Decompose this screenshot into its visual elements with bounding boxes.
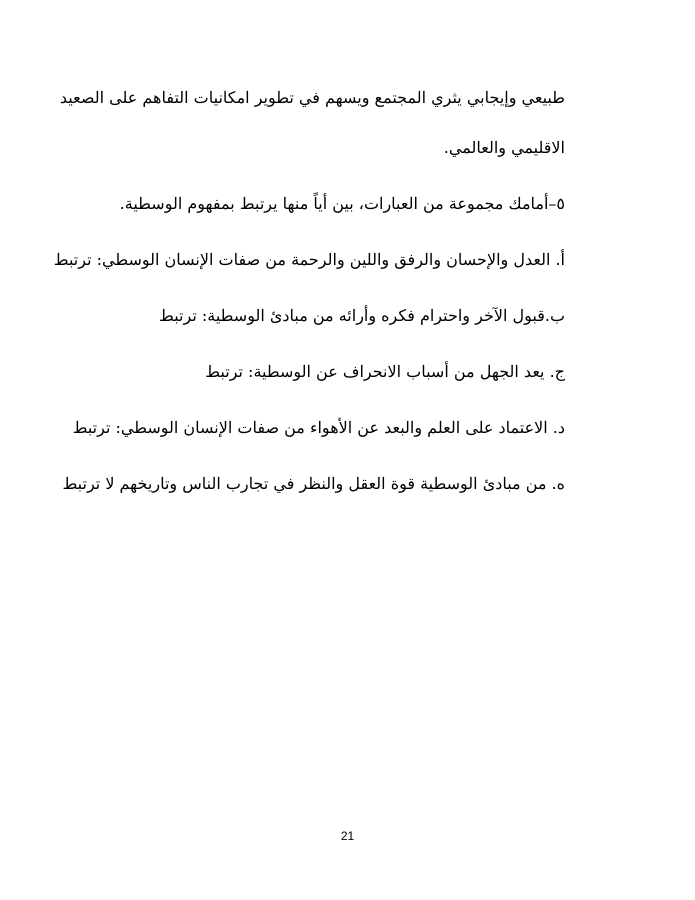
statement-item-b: ب.قبول الآخر واحترام فكره وأرائه من مبادئ الوسطية: ترتبط — [159, 306, 565, 325]
statement-item-a: أ. العدل والإحسان والرفق واللين والرحمة من صفات الإنسان الوسطي: ترتبط — [53, 250, 565, 269]
page-number: 21 — [340, 829, 355, 843]
question-prompt: ٥–أمامك مجموعة من العبارات، بين أياً منها يرتبط بمفهوم الوسطية. — [119, 194, 565, 213]
statement-item-d: د. الاعتماد على العلم والبعد عن الأهواء من صفات الإنسان الوسطي: ترتبط — [72, 418, 565, 437]
paragraph-line-1: طبيعي وإيجابي يثري المجتمع ويسهم في تطوير امكانيات التفاهم على الصعيد — [59, 88, 565, 107]
paragraph-line-2: الاقليمي والعالمي. — [443, 138, 565, 157]
statement-item-e: ه. من مبادئ الوسطية قوة العقل والنظر في تجارب الناس وتاريخهم لا ترتبط — [62, 474, 565, 493]
statement-item-c: ج. يعد الجهل من أسباب الانحراف عن الوسطية: ترتبط — [205, 362, 565, 381]
